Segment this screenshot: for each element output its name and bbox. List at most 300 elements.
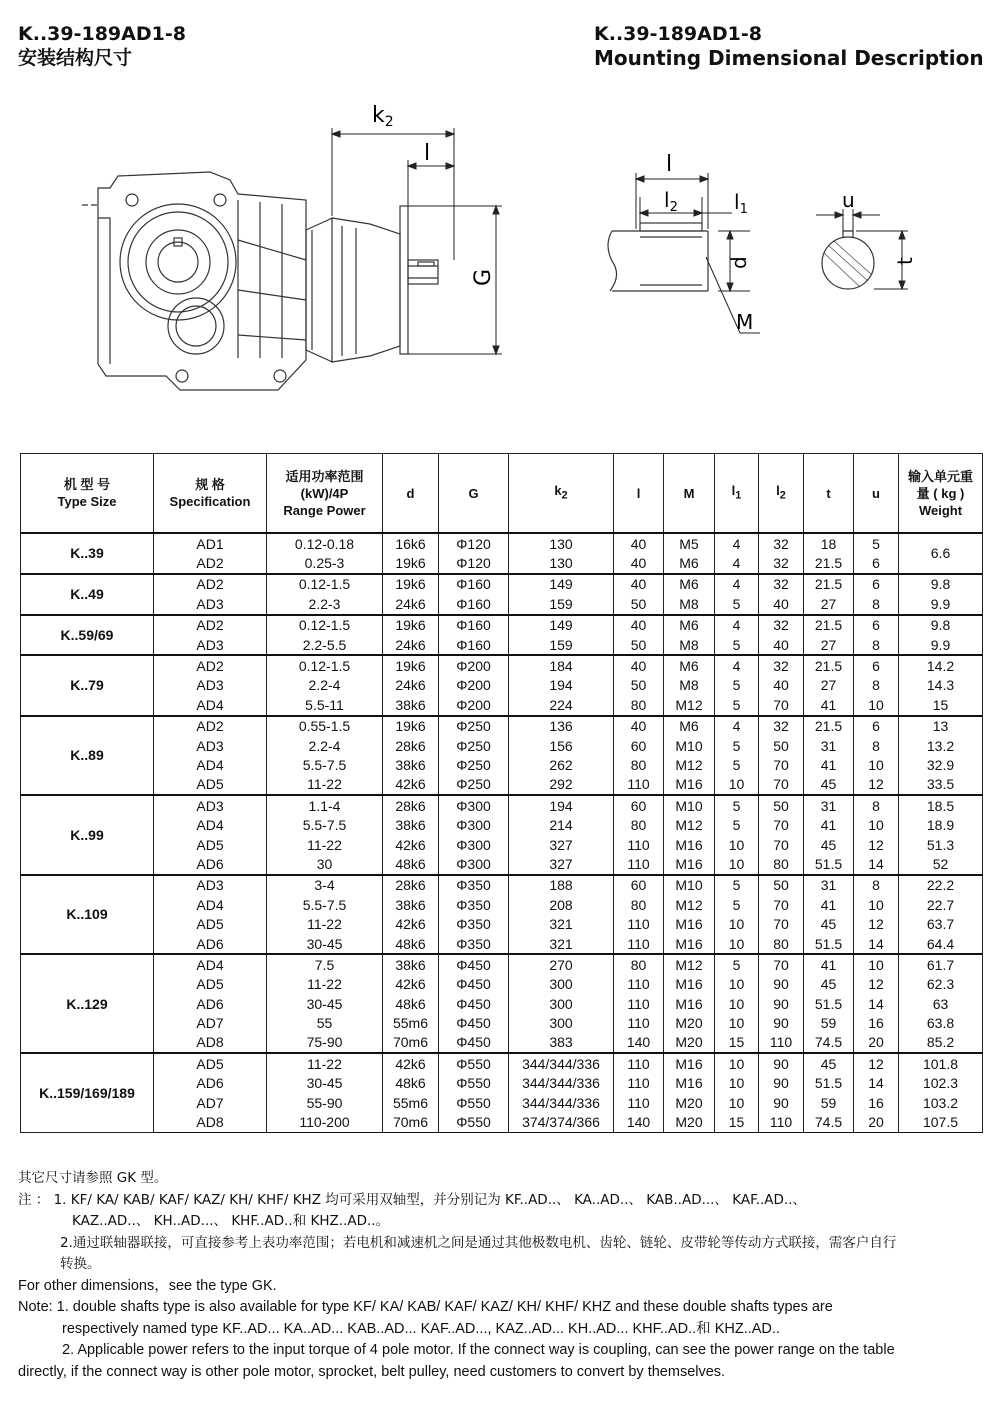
table-cell: 80	[614, 954, 664, 974]
table-cell: 38k6	[383, 695, 439, 715]
table-cell: 42k6	[383, 975, 439, 994]
table-cell: 32	[759, 716, 804, 736]
table-cell: M8	[664, 635, 715, 655]
table-cell: 50	[614, 594, 664, 614]
table-cell: AD7	[154, 1013, 267, 1032]
table-cell: 40	[614, 553, 664, 573]
table-cell: AD5	[154, 1053, 267, 1073]
weight-cell: 52	[899, 854, 983, 874]
table-cell: 19k6	[383, 615, 439, 635]
table-cell: 344/344/336	[509, 1053, 614, 1073]
table-cell: Φ300	[439, 835, 509, 854]
table-cell: 90	[759, 1053, 804, 1073]
title-cn-desc: 安装结构尺寸	[18, 47, 133, 69]
table-cell: 10	[854, 954, 899, 974]
table-cell: 2.2-3	[267, 594, 383, 614]
table-cell: 110	[759, 1112, 804, 1132]
table-cell: 110	[614, 1074, 664, 1093]
table-row	[21, 615, 983, 635]
table-cell: 24k6	[383, 594, 439, 614]
table-cell: 4	[715, 533, 759, 553]
table-cell: 41	[804, 954, 854, 974]
table-cell: 6	[854, 716, 899, 736]
table-cell: Φ300	[439, 795, 509, 815]
table-cell: AD5	[154, 975, 267, 994]
table-cell: 15	[715, 1112, 759, 1132]
table-cell: 41	[804, 755, 854, 774]
table-row	[21, 1112, 983, 1132]
weight-cell: 33.5	[899, 775, 983, 795]
table-cell: 2.2-4	[267, 676, 383, 695]
table-cell: 14	[854, 1074, 899, 1093]
note-cn-other: 其它尺寸请参照 GK 型。	[18, 1170, 168, 1186]
table-cell: 45	[804, 914, 854, 933]
table-cell: 10	[715, 1093, 759, 1112]
section-u-label: u	[842, 188, 855, 212]
table-cell: 32	[759, 533, 804, 553]
table-cell: Φ450	[439, 975, 509, 994]
table-cell: 10	[715, 1053, 759, 1073]
col-m: M	[664, 454, 715, 534]
table-cell: 130	[509, 533, 614, 553]
table-cell: AD2	[154, 574, 267, 594]
title-en-model: K..39-189AD1-8	[594, 23, 762, 45]
table-cell: 21.5	[804, 615, 854, 635]
table-cell: M12	[664, 695, 715, 715]
table-cell: 10	[715, 1074, 759, 1093]
shaft-section-drawing	[800, 185, 920, 295]
table-cell: 20	[854, 1033, 899, 1053]
table-cell: 10	[854, 815, 899, 834]
table-cell: 27	[804, 594, 854, 614]
table-cell: 70	[759, 914, 804, 933]
table-cell: AD4	[154, 895, 267, 914]
type-size-cell: K..39	[21, 533, 154, 574]
table-cell: AD4	[154, 695, 267, 715]
table-cell: 5.5-7.5	[267, 815, 383, 834]
table-cell: 70	[759, 954, 804, 974]
table-cell: 12	[854, 835, 899, 854]
dimension-table	[20, 453, 983, 1133]
table-cell: AD6	[154, 1074, 267, 1093]
table-cell: 55	[267, 1013, 383, 1032]
table-cell: 18	[804, 533, 854, 553]
weight-cell: 14.3	[899, 676, 983, 695]
table-cell: 5.5-7.5	[267, 755, 383, 774]
table-cell: 0.55-1.5	[267, 716, 383, 736]
table-cell: 8	[854, 795, 899, 815]
note-cn-1a: 注 ： 1. KF/ KA/ KAB/ KAF/ KAZ/ KH/ KHF/ KHZ 均可采用双轴型，并分别记为 KF..AD..、 KA..AD..、 KAB..AD...、 KAF..AD..、	[18, 1191, 807, 1208]
table-cell: 0.12-1.5	[267, 574, 383, 594]
table-cell: 28k6	[383, 736, 439, 755]
table-cell: 110	[614, 934, 664, 954]
shaft-l-label: l	[666, 152, 673, 177]
table-cell: 0.12-1.5	[267, 655, 383, 675]
table-cell: AD1	[154, 533, 267, 553]
table-cell: 6	[854, 655, 899, 675]
col-specification: 规 格 Specification	[154, 454, 267, 534]
table-cell: 10	[854, 695, 899, 715]
table-cell: 159	[509, 594, 614, 614]
table-row	[21, 895, 983, 914]
type-size-cell: K..129	[21, 954, 154, 1053]
table-cell: Φ160	[439, 574, 509, 594]
table-cell: 32	[759, 553, 804, 573]
table-cell: M20	[664, 1093, 715, 1112]
weight-cell: 22.7	[899, 895, 983, 914]
table-header-row	[21, 454, 983, 534]
table-cell: AD8	[154, 1033, 267, 1053]
weight-cell: 18.9	[899, 815, 983, 834]
table-cell: 16k6	[383, 533, 439, 553]
table-cell: 10	[715, 975, 759, 994]
shaft-m-label: M	[736, 310, 754, 334]
table-cell: 5	[715, 875, 759, 895]
table-cell: M6	[664, 716, 715, 736]
table-cell: 40	[759, 635, 804, 655]
table-cell: 130	[509, 553, 614, 573]
table-cell: 41	[804, 895, 854, 914]
table-cell: 110	[614, 994, 664, 1013]
table-cell: Φ450	[439, 994, 509, 1013]
table-cell: 45	[804, 835, 854, 854]
table-cell: 2.2-4	[267, 736, 383, 755]
table-cell: Φ160	[439, 635, 509, 655]
table-cell: 184	[509, 655, 614, 675]
table-row	[21, 655, 983, 675]
table-row	[21, 635, 983, 655]
table-cell: 5	[715, 755, 759, 774]
dim-l-label: l	[424, 141, 431, 166]
table-cell: 32	[759, 615, 804, 635]
table-cell: 74.5	[804, 1112, 854, 1132]
weight-cell: 9.8	[899, 615, 983, 635]
table-cell: M10	[664, 736, 715, 755]
table-cell: 6	[854, 553, 899, 573]
table-cell: 40	[614, 655, 664, 675]
note-cn-2b: 转换。	[60, 1256, 101, 1272]
weight-cell: 63.8	[899, 1013, 983, 1032]
table-cell: M16	[664, 1074, 715, 1093]
table-cell: 14	[854, 854, 899, 874]
table-cell: 70	[759, 815, 804, 834]
table-cell: Φ450	[439, 954, 509, 974]
weight-cell: 9.9	[899, 635, 983, 655]
table-cell: AD3	[154, 795, 267, 815]
weight-cell: 107.5	[899, 1112, 983, 1132]
table-cell: 156	[509, 736, 614, 755]
table-row	[21, 553, 983, 573]
table-cell: 21.5	[804, 553, 854, 573]
table-cell: AD2	[154, 716, 267, 736]
table-cell: 90	[759, 1013, 804, 1032]
table-cell: 80	[759, 934, 804, 954]
table-cell: 42k6	[383, 914, 439, 933]
table-cell: M12	[664, 755, 715, 774]
col-l1: $l_1$	[715, 454, 759, 534]
table-cell: 12	[854, 775, 899, 795]
table-row	[21, 994, 983, 1013]
table-cell: AD5	[154, 914, 267, 933]
table-cell: 110	[614, 854, 664, 874]
table-cell: 27	[804, 676, 854, 695]
table-cell: 6	[854, 615, 899, 635]
table-cell: 10	[715, 835, 759, 854]
weight-cell: 61.7	[899, 954, 983, 974]
table-cell: 327	[509, 835, 614, 854]
table-cell: AD3	[154, 676, 267, 695]
table-cell: 8	[854, 676, 899, 695]
table-cell: 300	[509, 1013, 614, 1032]
table-cell: 194	[509, 676, 614, 695]
table-cell: 70m6	[383, 1112, 439, 1132]
table-cell: 45	[804, 975, 854, 994]
note-en-2a: 2. Applicable power refers to the input torque of 4 pole motor. If the connect way is coupling, can see the power range on the table	[62, 1342, 895, 1358]
table-cell: 38k6	[383, 895, 439, 914]
table-cell: 110	[614, 835, 664, 854]
table-cell: M12	[664, 954, 715, 974]
table-cell: Φ300	[439, 854, 509, 874]
table-cell: 11-22	[267, 835, 383, 854]
table-cell: 15	[715, 1033, 759, 1053]
note-cn-2a: 2.通过联轴器联接，可直接参考上表功率范围；若电机和减速机之间是通过其他极数电机、齿轮、链轮、皮带轮等传动方式联接，需客户自行	[60, 1234, 897, 1251]
weight-cell: 63.7	[899, 914, 983, 933]
weight-cell: 9.8	[899, 574, 983, 594]
table-cell: 11-22	[267, 775, 383, 795]
col-power: 适用功率范围 (kW)/4P Range Power	[267, 454, 383, 534]
table-cell: 262	[509, 755, 614, 774]
table-cell: 50	[759, 875, 804, 895]
table-cell: 344/344/336	[509, 1074, 614, 1093]
table-cell: M16	[664, 854, 715, 874]
col-l: l	[614, 454, 664, 534]
table-cell: Φ120	[439, 533, 509, 553]
table-cell: 30-45	[267, 1074, 383, 1093]
table-cell: 60	[614, 795, 664, 815]
table-row	[21, 975, 983, 994]
table-cell: 5	[715, 594, 759, 614]
table-cell: 8	[854, 594, 899, 614]
table-cell: Φ160	[439, 615, 509, 635]
table-cell: 80	[614, 755, 664, 774]
table-cell: 10	[715, 914, 759, 933]
table-cell: 90	[759, 975, 804, 994]
table-cell: 4	[715, 553, 759, 573]
table-cell: AD4	[154, 755, 267, 774]
table-cell: 42k6	[383, 775, 439, 795]
table-cell: 21.5	[804, 655, 854, 675]
type-size-cell: K..49	[21, 574, 154, 615]
weight-cell: 64.4	[899, 934, 983, 954]
table-row	[21, 1093, 983, 1112]
table-cell: 4	[715, 574, 759, 594]
table-cell: 5	[715, 695, 759, 715]
col-d: d	[383, 454, 439, 534]
col-l2: $l_2$	[759, 454, 804, 534]
table-cell: 136	[509, 716, 614, 736]
table-cell: 90	[759, 1074, 804, 1093]
table-cell: 188	[509, 875, 614, 895]
table-cell: M16	[664, 975, 715, 994]
table-cell: 10	[854, 755, 899, 774]
table-cell: 140	[614, 1033, 664, 1053]
table-cell: Φ200	[439, 695, 509, 715]
table-cell: AD5	[154, 835, 267, 854]
table-cell: 40	[614, 615, 664, 635]
table-cell: 12	[854, 975, 899, 994]
table-cell: 55-90	[267, 1093, 383, 1112]
weight-cell: 6.6	[899, 533, 983, 574]
table-cell: Φ450	[439, 1013, 509, 1032]
table-cell: 327	[509, 854, 614, 874]
table-cell: 75-90	[267, 1033, 383, 1053]
gearbox-drawing	[70, 90, 520, 410]
weight-cell: 101.8	[899, 1053, 983, 1073]
table-cell: Φ200	[439, 655, 509, 675]
title-cn-model: K..39-189AD1-8	[18, 23, 186, 45]
table-row	[21, 815, 983, 834]
table-cell: 10	[854, 895, 899, 914]
table-cell: M16	[664, 934, 715, 954]
shaft-l1-label: $l_1$	[734, 190, 748, 217]
table-cell: M12	[664, 895, 715, 914]
table-cell: 42k6	[383, 835, 439, 854]
table-row	[21, 875, 983, 895]
table-cell: 5	[715, 895, 759, 914]
table-cell: 194	[509, 795, 614, 815]
table-cell: AD2	[154, 655, 267, 675]
table-cell: 90	[759, 1093, 804, 1112]
table-cell: 159	[509, 635, 614, 655]
table-cell: AD6	[154, 994, 267, 1013]
weight-cell: 13.2	[899, 736, 983, 755]
table-row	[21, 716, 983, 736]
table-cell: 40	[614, 574, 664, 594]
table-cell: M10	[664, 795, 715, 815]
table-cell: 11-22	[267, 914, 383, 933]
table-cell: 80	[614, 695, 664, 715]
table-cell: M8	[664, 676, 715, 695]
shaft-d-label: d	[727, 256, 751, 269]
table-cell: 60	[614, 875, 664, 895]
table-cell: 3-4	[267, 875, 383, 895]
table-cell: 30-45	[267, 934, 383, 954]
table-cell: 140	[614, 1112, 664, 1132]
table-row	[21, 775, 983, 795]
header-right	[594, 22, 984, 70]
table-row	[21, 835, 983, 854]
table-cell: 28k6	[383, 795, 439, 815]
table-row	[21, 914, 983, 933]
table-cell: 80	[759, 854, 804, 874]
type-size-cell: K..59/69	[21, 615, 154, 656]
table-row	[21, 574, 983, 594]
table-cell: 70m6	[383, 1033, 439, 1053]
table-cell: 50	[759, 795, 804, 815]
table-cell: 21.5	[804, 574, 854, 594]
table-cell: 14	[854, 994, 899, 1013]
table-cell: Φ350	[439, 914, 509, 933]
table-cell: Φ550	[439, 1074, 509, 1093]
weight-cell: 15	[899, 695, 983, 715]
table-cell: M6	[664, 615, 715, 635]
table-cell: M20	[664, 1112, 715, 1132]
weight-cell: 103.2	[899, 1093, 983, 1112]
table-cell: M16	[664, 914, 715, 933]
table-cell: 90	[759, 994, 804, 1013]
table-cell: M6	[664, 553, 715, 573]
table-cell: 300	[509, 994, 614, 1013]
type-size-cell: K..99	[21, 795, 154, 875]
table-cell: 31	[804, 736, 854, 755]
table-cell: 110	[759, 1033, 804, 1053]
dim-g-label: G	[471, 268, 496, 286]
table-cell: AD3	[154, 875, 267, 895]
table-cell: 51.5	[804, 994, 854, 1013]
table-cell: 10	[715, 994, 759, 1013]
table-cell: 10	[715, 1013, 759, 1032]
col-weight: 输入单元重 量 ( kg ) Weight	[899, 454, 983, 534]
table-cell: 5.5-7.5	[267, 895, 383, 914]
table-cell: 5	[715, 676, 759, 695]
weight-cell: 13	[899, 716, 983, 736]
table-cell: AD4	[154, 815, 267, 834]
table-cell: 16	[854, 1013, 899, 1032]
table-cell: 0.12-0.18	[267, 533, 383, 553]
table-cell: 224	[509, 695, 614, 715]
table-cell: 30-45	[267, 994, 383, 1013]
table-cell: 208	[509, 895, 614, 914]
table-cell: 74.5	[804, 1033, 854, 1053]
table-cell: 41	[804, 815, 854, 834]
table-cell: Φ300	[439, 815, 509, 834]
col-t: t	[804, 454, 854, 534]
table-cell: Φ160	[439, 594, 509, 614]
table-row	[21, 934, 983, 954]
table-cell: 20	[854, 1112, 899, 1132]
table-cell: 70	[759, 895, 804, 914]
weight-cell: 32.9	[899, 755, 983, 774]
type-size-cell: K..109	[21, 875, 154, 955]
table-cell: 19k6	[383, 574, 439, 594]
section-t-label: t	[893, 257, 917, 265]
table-cell: M16	[664, 1053, 715, 1073]
table-cell: AD2	[154, 553, 267, 573]
note-en-1a: Note: 1. double shafts type is also available for type KF/ KA/ KAB/ KAF/ KAZ/ KH/ KHF/ KHZ and these double shafts types are	[18, 1299, 833, 1315]
table-cell: Φ350	[439, 875, 509, 895]
table-cell: Φ250	[439, 755, 509, 774]
table-cell: AD7	[154, 1093, 267, 1112]
dim-k2-label: k2	[372, 103, 394, 130]
table-cell: 0.25-3	[267, 553, 383, 573]
table-cell: 300	[509, 975, 614, 994]
table-row	[21, 736, 983, 755]
table-cell: 4	[715, 716, 759, 736]
table-cell: 11-22	[267, 1053, 383, 1073]
table-cell: 5	[715, 635, 759, 655]
table-row	[21, 594, 983, 614]
shaft-l2-label: $l_2$	[664, 188, 678, 215]
table-cell: Φ120	[439, 553, 509, 573]
table-cell: M10	[664, 875, 715, 895]
table-cell: 45	[804, 775, 854, 795]
table-cell: 24k6	[383, 635, 439, 655]
table-cell: 16	[854, 1093, 899, 1112]
table-cell: 80	[614, 895, 664, 914]
type-size-cell: K..79	[21, 655, 154, 715]
table-cell: 40	[759, 676, 804, 695]
note-en-other: For other dimensions，see the type GK.	[18, 1277, 277, 1294]
